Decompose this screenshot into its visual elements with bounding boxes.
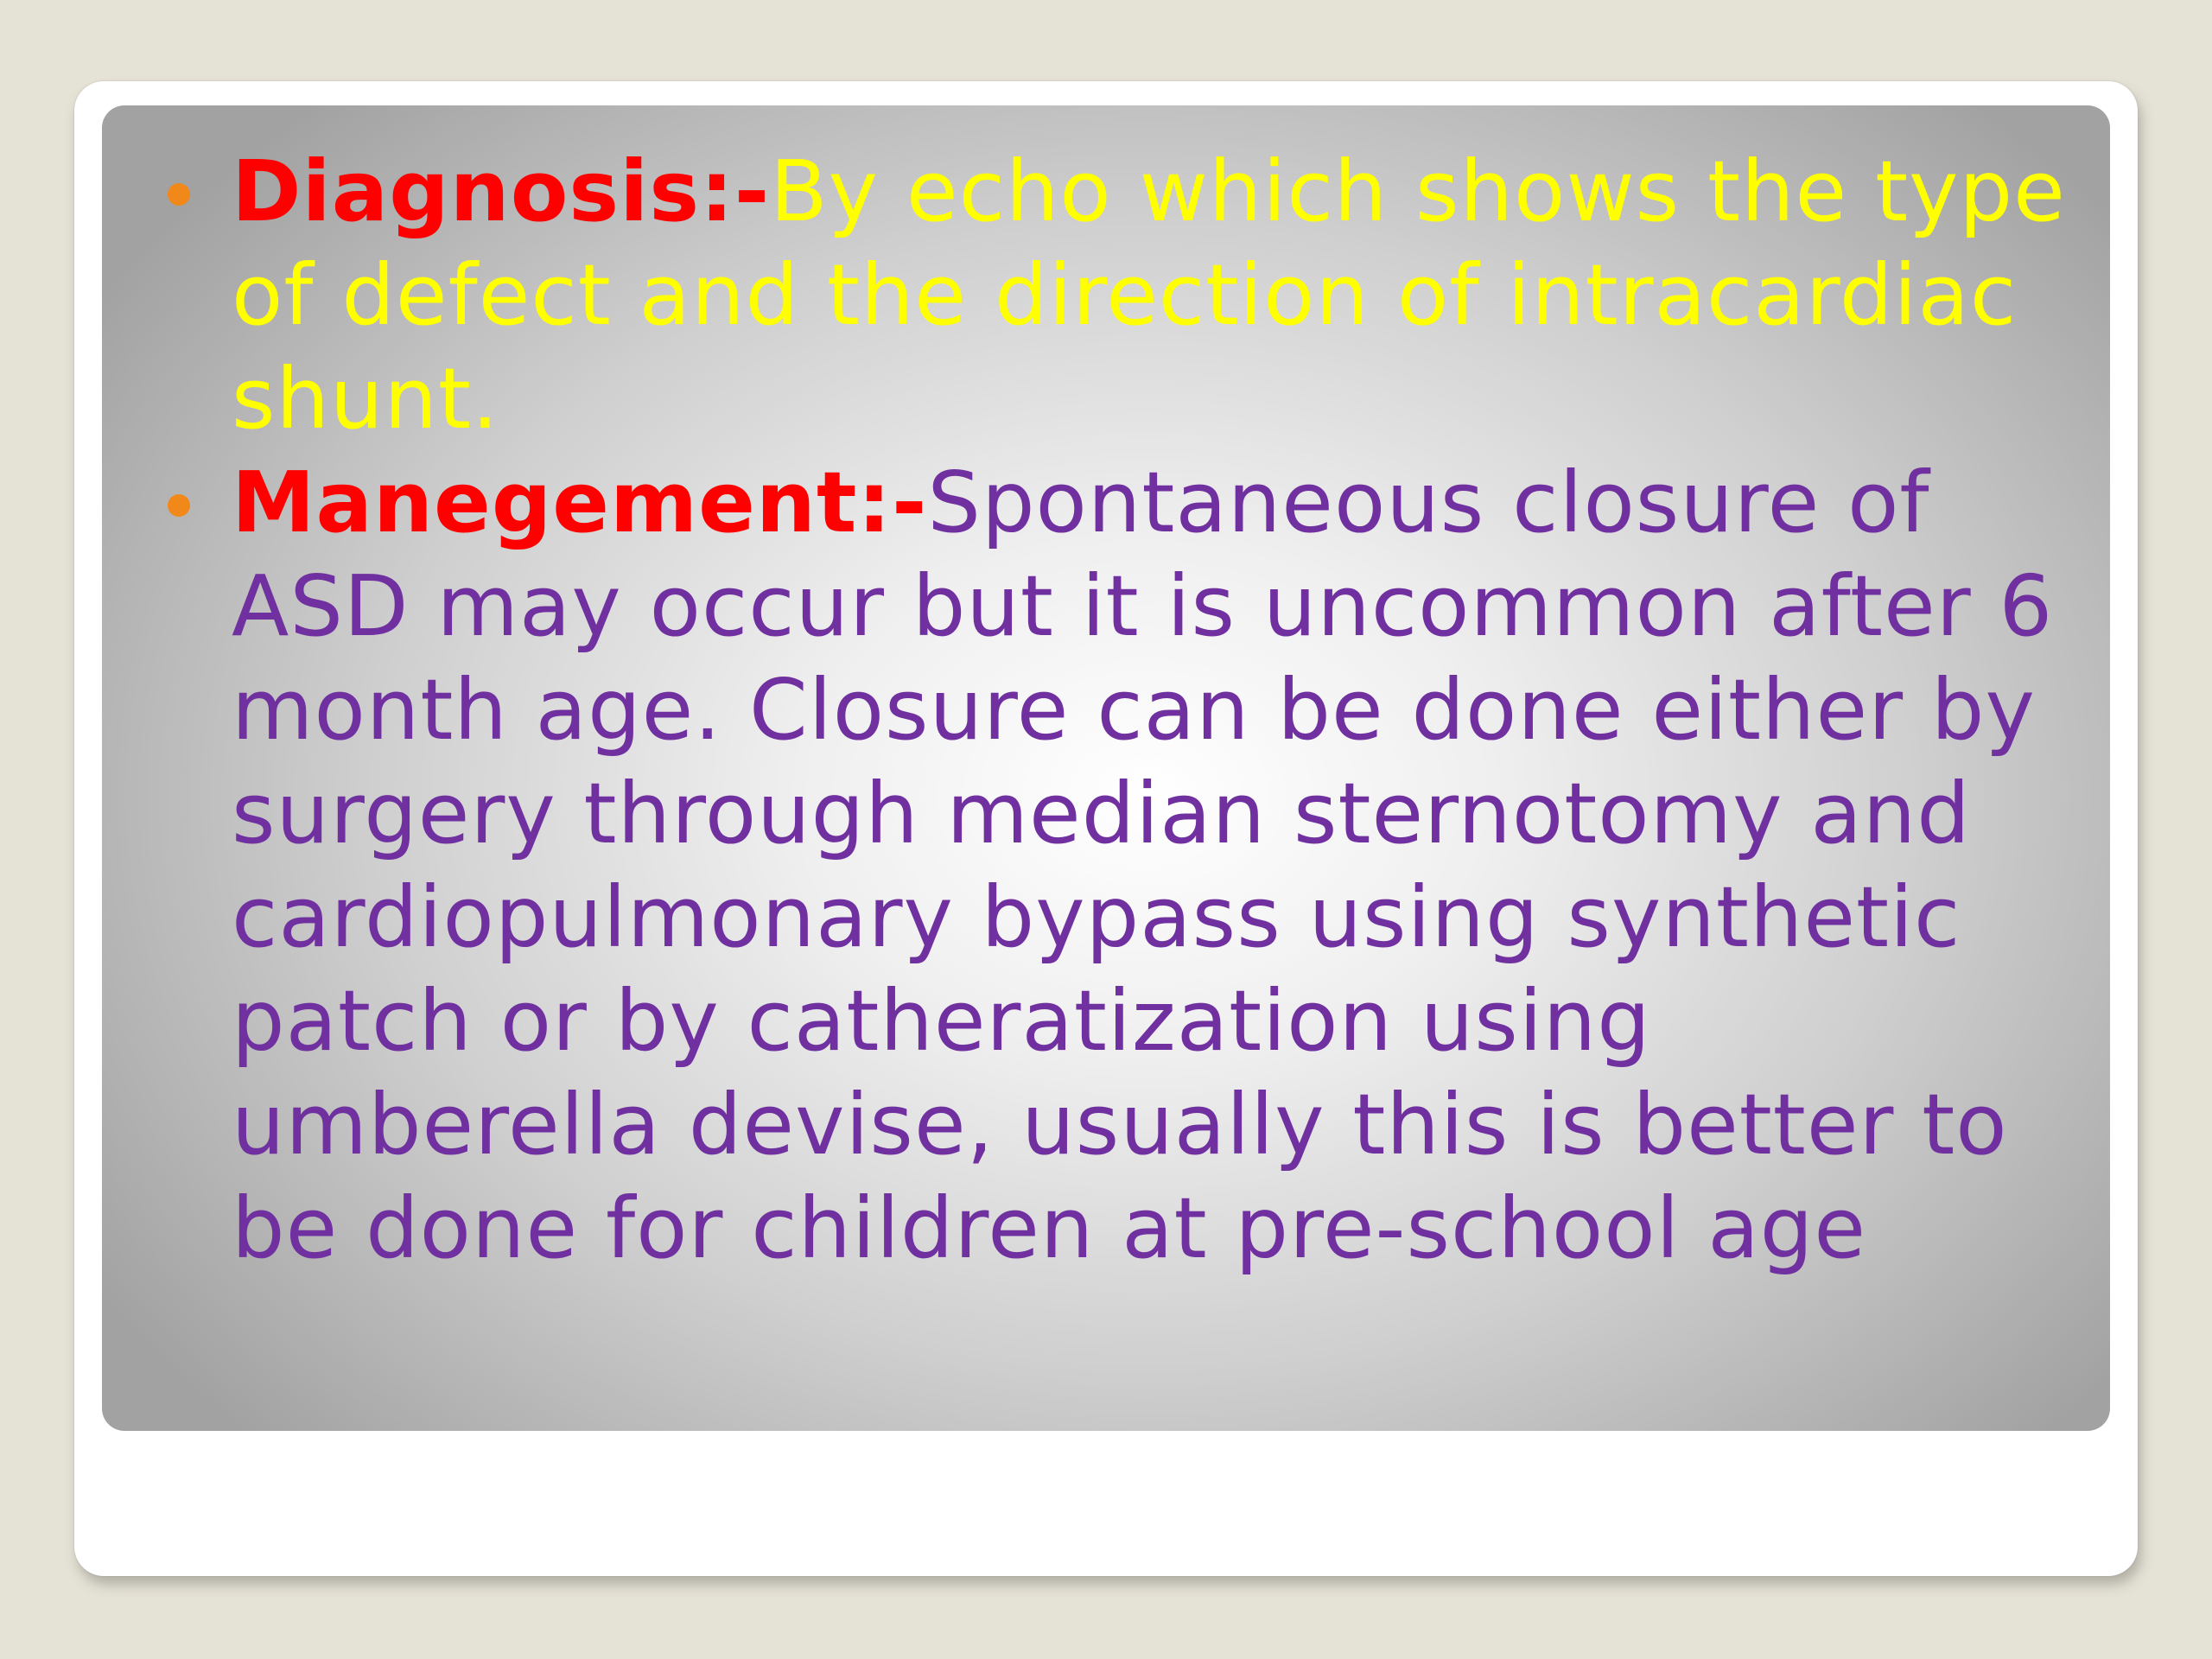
bullet-list	[232, 140, 2072, 1281]
bullet-dot-icon	[168, 183, 190, 206]
bullet-item-diagnosis	[232, 140, 2072, 451]
bullet-text-diagnosis: By echo which shows the type of defect and the direction of intracardiac shunt.	[232, 143, 2066, 448]
bullet-label-diagnosis: Diagnosis:-	[232, 143, 771, 240]
slide-content-panel	[102, 105, 2110, 1431]
bullet-item-management	[232, 451, 2072, 1281]
bullet-label-management: Manegement:-	[232, 454, 928, 551]
bullet-text-management: Spontaneous closure of ASD may occur but it is uncommon after 6 month age. Closure can be done either by surgery through median sternotomy and cardiopulmonary bypass using synthetic patch or by catheratization using umberella devise, usually this is better to be done for children at pre-school age	[232, 454, 2054, 1277]
bullet-dot-icon	[168, 494, 190, 517]
